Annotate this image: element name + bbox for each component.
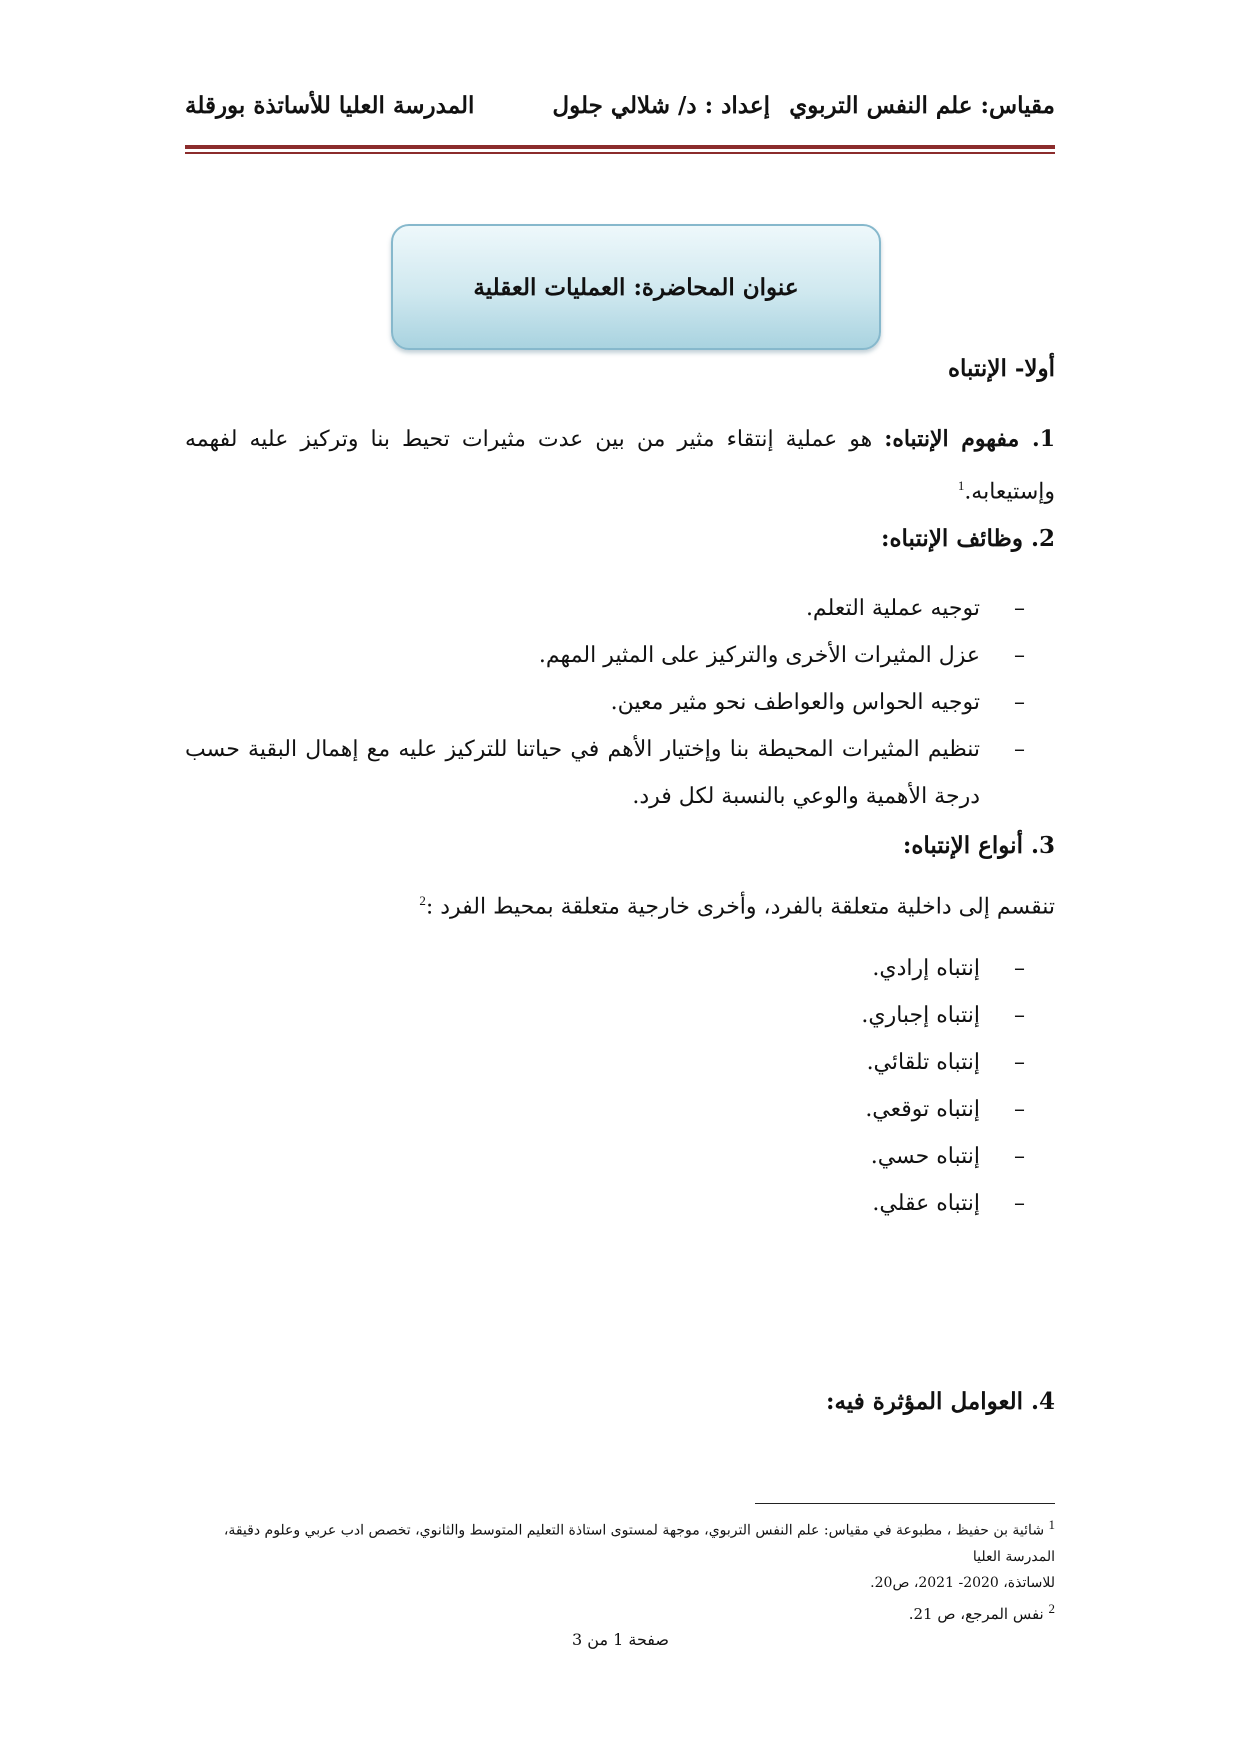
list-item-text: عزل المثيرات الأخرى والتركيز على المثير المهم. (538, 643, 980, 668)
list-item (185, 945, 1055, 992)
footnote-1 (185, 1512, 1055, 1570)
footnote-separator (755, 1503, 1055, 1504)
list-item (185, 1039, 1055, 1086)
footnote-ref-2: 2 (419, 893, 426, 908)
dash-bullet: – (1014, 1050, 1025, 1075)
footnote-1-number: 1 (1048, 1517, 1055, 1532)
footnote-2 (185, 1596, 1055, 1627)
definition-text: هو عملية إنتقاء مثير من بين عدت مثيرات تحيط بنا وتركيز عليه لفهمه وإستيعابه. (185, 427, 1055, 505)
list-item-text: إنتباه إرادي. (872, 956, 980, 981)
footnote-2-number: 2 (1048, 1600, 1055, 1616)
list-item (185, 632, 1055, 679)
dash-bullet: – (1014, 690, 1025, 715)
header-author: إعداد : د/ شلالي جلول (552, 92, 770, 119)
section-heading-attention: أولا- الإنتباه (947, 355, 1055, 382)
types-list (185, 945, 1055, 1227)
list-item (185, 992, 1055, 1039)
footnote-1-continued: للاساتذة، 2020- 2021، ص20. (870, 1574, 1055, 1591)
list-item-text: توجيه الحواس والعواطف نحو مثير معين. (610, 690, 980, 715)
page-header (185, 92, 1055, 132)
footnotes (185, 1512, 1055, 1627)
header-course: مقياس: علم النفس التربوي (789, 92, 1055, 119)
list-item (185, 726, 1055, 820)
list-item-text: إنتباه تلقائي. (866, 1050, 980, 1075)
list-item (185, 1133, 1055, 1180)
page-number: صفحة 1 من 3 (572, 1630, 669, 1649)
list-item (185, 1180, 1055, 1227)
header-rule-thin (185, 152, 1055, 154)
list-item (185, 679, 1055, 726)
types-intro-paragraph (185, 893, 1055, 919)
functions-list (185, 585, 1055, 820)
dash-bullet: – (1014, 1097, 1025, 1122)
dash-bullet: – (1014, 596, 1025, 621)
list-item-text: تنظيم المثيرات المحيطة بنا وإختيار الأهم في حياتنا للتركيز عليه مع إهمال البقية حسب درجة الأهمية والوعي بالنسبة لكل فرد. (185, 737, 980, 809)
list-item-text: إنتباه توقعي. (865, 1097, 980, 1122)
footnote-ref-1: 1 (957, 478, 965, 493)
factors-heading: 4. العوامل المؤثرة فيه: (825, 1388, 1055, 1415)
list-item (185, 585, 1055, 632)
lecture-title-box (391, 224, 881, 350)
list-item (185, 1086, 1055, 1133)
dash-bullet: – (1014, 1191, 1025, 1216)
dash-bullet: – (1014, 1003, 1025, 1028)
types-heading: 3. أنواع الإنتباه: (902, 832, 1055, 859)
lecture-title: عنوان المحاضرة: العمليات العقلية (473, 273, 799, 301)
list-item-text: إنتباه حسي. (870, 1144, 980, 1169)
dash-bullet: – (1014, 737, 1025, 762)
functions-heading: 2. وظائف الإنتباه: (880, 525, 1055, 552)
list-item-text: إنتباه عقلي. (872, 1191, 980, 1216)
footnote-1-text: شائية بن حفيظ ، مطبوعة في مقياس: علم النفس التربوي، موجهة لمستوى استاذة التعليم المتوسط والثانوي، تخصص ادب عربي وعلوم دقيقة، المدرسة العليا (223, 1522, 1055, 1565)
dash-bullet: – (1014, 956, 1025, 981)
list-item-text: توجيه عملية التعلم. (805, 596, 980, 621)
header-school: المدرسة العليا للأساتذة بورقلة (185, 92, 475, 119)
definition-paragraph (185, 416, 1055, 515)
dash-bullet: – (1014, 1144, 1025, 1169)
footnote-2-text: نفس المرجع، ص 21. (908, 1604, 1044, 1623)
types-intro-text: تنقسم إلى داخلية متعلقة بالفرد، وأخرى خارجية متعلقة بمحيط الفرد : (425, 894, 1055, 920)
definition-label: 1. مفهوم الإنتباه: (884, 426, 1055, 452)
list-item-text: إنتباه إجباري. (861, 1003, 980, 1028)
header-rule-thick (185, 145, 1055, 149)
dash-bullet: – (1014, 643, 1025, 668)
